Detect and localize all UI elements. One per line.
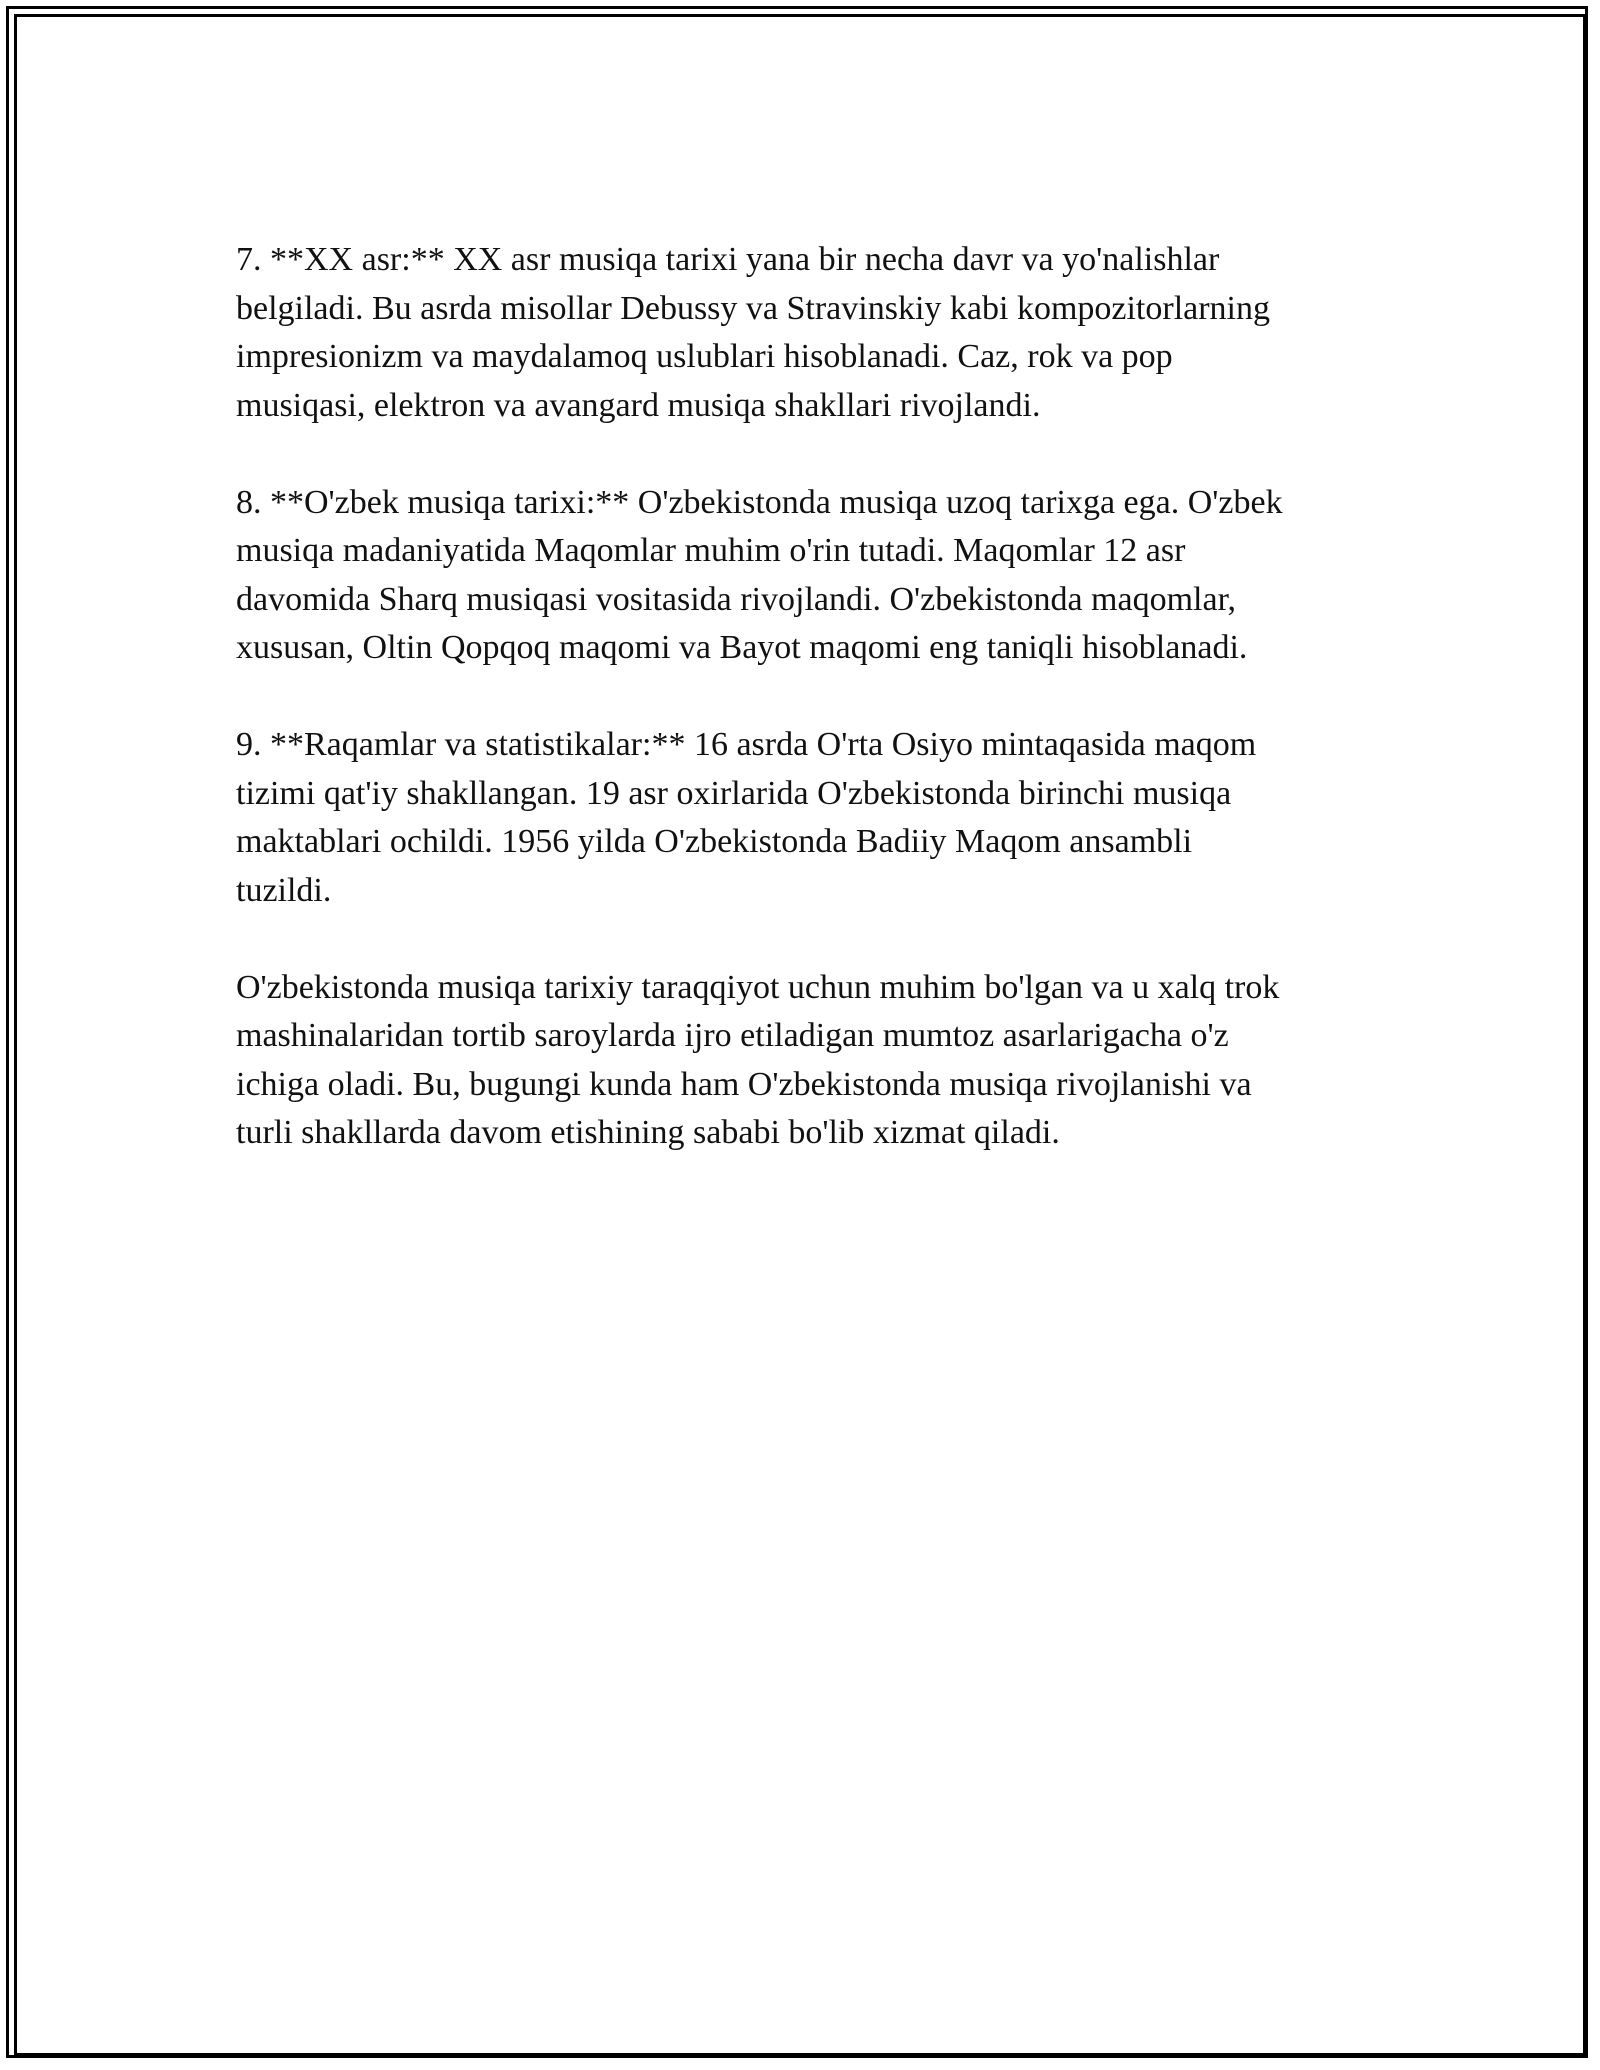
paragraph-uzbek-music-history bbox=[236, 479, 1396, 673]
document-body bbox=[236, 236, 1396, 1206]
text-line: tizimi qat'iy shakllangan. 19 asr oxirlarida O'zbekistonda birinchi musiqa bbox=[236, 774, 1232, 812]
text-line: 9. **Raqamlar va statistikalar:** 16 asrda O'rta Osiyo mintaqasida maqom bbox=[236, 726, 1257, 763]
text-line: maktablari ochildi. 1956 yilda O'zbekistonda Badiiy Maqom ansambli bbox=[236, 823, 1193, 860]
text-line: xususan, Oltin Qopqoq maqomi va Bayot maqomi eng taniqli hisoblanadi. bbox=[236, 629, 1248, 666]
paragraph-conclusion bbox=[236, 964, 1396, 1158]
text-line: 7. **XX asr:** XX asr musiqa tarixi yana bir necha davr va yo'nalishlar bbox=[236, 241, 1220, 278]
text-line: O'zbekistonda musiqa tarixiy taraqqiyot uchun muhim bo'lgan va u xalq trok bbox=[236, 968, 1280, 1006]
text-line: impresionizm va maydalamoq uslublari hisoblanadi. Caz, rok va pop bbox=[236, 338, 1173, 375]
paragraph-20th-century bbox=[236, 236, 1396, 430]
text-line: turli shakllarda davom etishining sababi bo'lib xizmat qiladi. bbox=[236, 1114, 1060, 1151]
text-line: musiqa madaniyatida Maqomlar muhim o'rin tutadi. Maqomlar 12 asr bbox=[236, 532, 1186, 569]
text-line: belgiladi. Bu asrda misollar Debussy va Stravinskiy kabi kompozitorlarning bbox=[236, 289, 1270, 327]
text-line: ichiga oladi. Bu, bugungi kunda ham O'zbekistonda musiqa rivojlanishi va bbox=[236, 1065, 1252, 1103]
text-line: davomida Sharq musiqasi vositasida rivojlandi. O'zbekistonda maqomlar, bbox=[236, 580, 1237, 618]
text-line: 8. **O'zbek musiqa tarixi:** O'zbekistonda musiqa uzoq tarixga ega. O'zbek bbox=[236, 483, 1283, 521]
text-line: mashinalaridan tortib saroylarda ijro etiladigan mumtoz asarlarigacha o'z bbox=[236, 1017, 1229, 1054]
text-line: tuzildi. bbox=[236, 871, 332, 909]
text-line: musiqasi, elektron va avangard musiqa shakllari rivojlandi. bbox=[236, 386, 1041, 424]
paragraph-statistics bbox=[236, 721, 1396, 915]
